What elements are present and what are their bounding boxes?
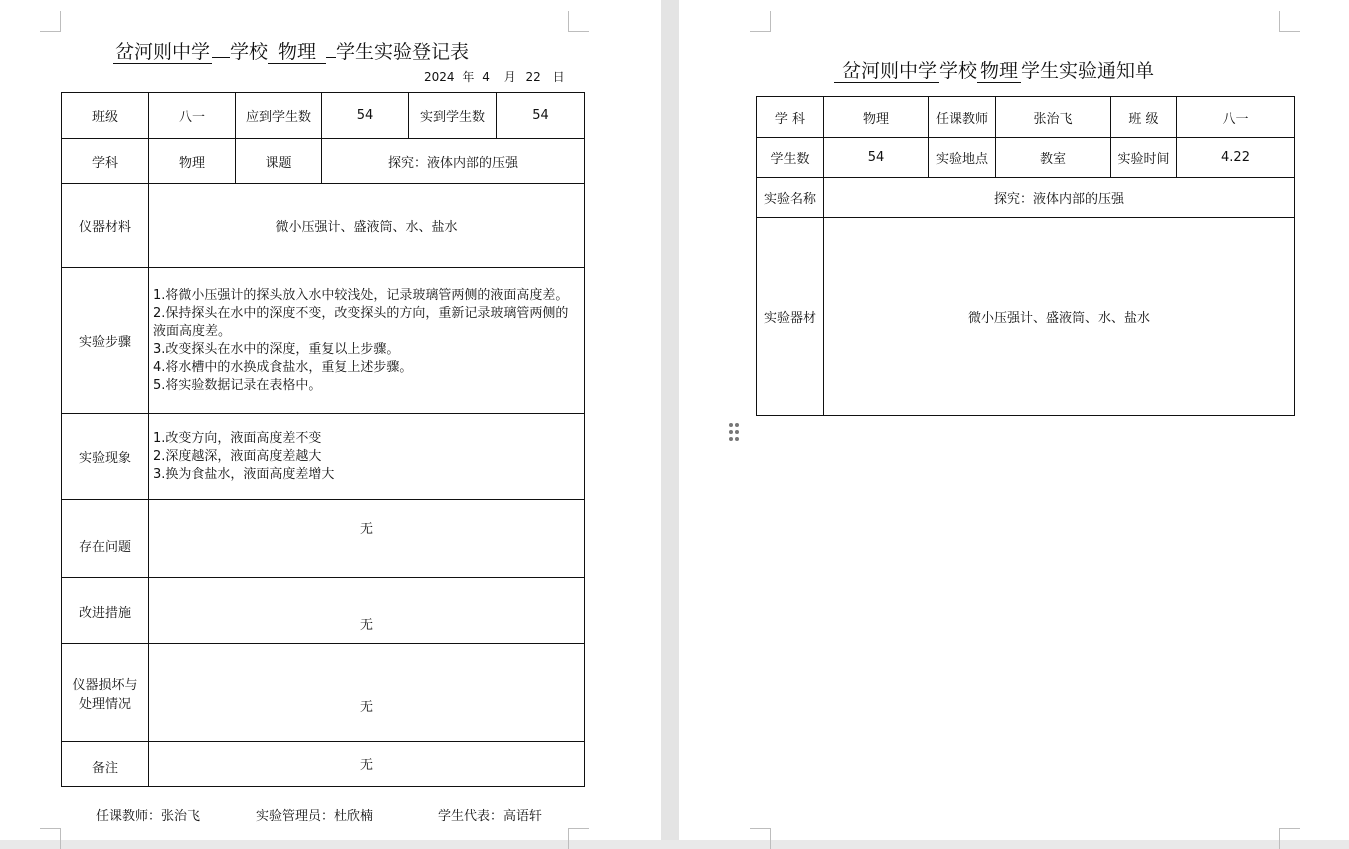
- label-location: 实验地点: [929, 138, 996, 178]
- title-blank: [326, 57, 336, 58]
- table-row: [757, 97, 1295, 138]
- value-problems[interactable]: 无: [149, 500, 585, 578]
- table-row: [757, 178, 1295, 218]
- notice-table: [756, 96, 1295, 416]
- value-teacher[interactable]: 张治飞: [996, 97, 1111, 138]
- label-improvements: 改进措施: [62, 578, 149, 644]
- title-form-name: 学生实验通知单: [1021, 60, 1155, 82]
- registration-title: [113, 37, 469, 64]
- value-topic[interactable]: 探究：液体内部的压强: [322, 139, 585, 184]
- step-item: 1.将微小压强计的探头放入水中较浅处，记录玻璃管两侧的液面高度差。: [153, 287, 569, 303]
- label-topic: 课题: [236, 139, 322, 184]
- step-item: 3.改变探头在水中的深度，重复以上步骤。: [153, 341, 400, 357]
- footer-lab-manager: 实验管理员：杜欣楠: [256, 809, 374, 824]
- page-corner-mark: [40, 828, 61, 849]
- table-row: [62, 578, 585, 644]
- table-row: [62, 414, 585, 500]
- value-improvements[interactable]: 无: [149, 578, 585, 644]
- table-row: [62, 184, 585, 268]
- value-subject[interactable]: 物理: [149, 139, 236, 184]
- label-problems: 存在问题: [62, 500, 149, 578]
- step-item: 2.保持探头在水中的深度不变，改变探头的方向，重新记录玻璃管两侧的液面高度差。: [153, 305, 569, 339]
- label-equipment: 实验器材: [757, 218, 824, 416]
- table-row: [62, 644, 585, 742]
- notice-title: [834, 56, 1154, 83]
- label-actual-students: 实到学生数: [409, 93, 497, 139]
- date-year-unit: 年: [462, 70, 475, 84]
- step-item: 5.将实验数据记录在表格中。: [153, 377, 322, 393]
- value-time[interactable]: 4.22: [1177, 138, 1295, 178]
- value-class[interactable]: 八一: [1177, 97, 1295, 138]
- title-form-name: 学生实验登记表: [336, 41, 470, 63]
- title-school-name: 岔河则中学: [834, 60, 939, 83]
- value-equipment[interactable]: 微小压强计、盛液筒、水、盐水: [149, 184, 585, 268]
- phenomenon-item: 3.换为食盐水，液面高度差增大: [153, 466, 335, 482]
- table-row: [62, 500, 585, 578]
- date-day-unit: 日: [552, 70, 565, 84]
- registration-table: [61, 92, 585, 787]
- label-damage-line2: 处理情况: [78, 696, 131, 712]
- table-row: [62, 139, 585, 184]
- label-experiment-name: 实验名称: [757, 178, 824, 218]
- value-experiment-name[interactable]: 探究：液体内部的压强: [824, 178, 1295, 218]
- value-damage[interactable]: 无: [149, 644, 585, 742]
- title-blank: [212, 57, 230, 58]
- title-school-word: 学校: [230, 41, 269, 63]
- page-corner-mark: [568, 11, 589, 32]
- drag-handle-icon[interactable]: [729, 423, 741, 445]
- page-corner-mark: [750, 828, 771, 849]
- table-row: [62, 268, 585, 414]
- page-gutter: [661, 0, 679, 840]
- table-row: [62, 93, 585, 139]
- document-page-left[interactable]: [0, 0, 661, 840]
- table-row: [62, 742, 585, 787]
- label-damage-line1: 仪器损坏与: [72, 677, 138, 693]
- label-equipment: 仪器材料: [62, 184, 149, 268]
- title-school-name: 岔河则中学: [115, 41, 211, 63]
- document-page-right[interactable]: [679, 0, 1349, 840]
- page-corner-mark: [40, 11, 61, 32]
- label-steps: 实验步骤: [62, 268, 149, 414]
- date-month-unit: 月: [503, 70, 516, 84]
- label-time: 实验时间: [1111, 138, 1177, 178]
- date-year: 2024: [424, 70, 455, 84]
- table-row: [757, 138, 1295, 178]
- value-remarks[interactable]: 无: [149, 742, 585, 787]
- phenomenon-item: 1.改变方向，液面高度差不变: [153, 430, 322, 446]
- table-row: [757, 218, 1295, 416]
- title-subject: 物理: [977, 60, 1021, 83]
- page-corner-mark: [1279, 11, 1300, 32]
- footer-teacher: 任课教师：张治飞: [96, 809, 201, 824]
- title-school-word: 学校: [939, 60, 978, 82]
- footer-student-rep: 学生代表：高语轩: [438, 809, 543, 824]
- label-student-count: 学生数: [757, 138, 824, 178]
- date-month: 4: [482, 70, 490, 84]
- title-subject: 物理: [268, 41, 326, 64]
- registration-date: [424, 68, 565, 85]
- label-damage: [62, 644, 149, 742]
- value-actual-students[interactable]: 54: [497, 93, 585, 139]
- step-item: 4.将水槽中的水换成食盐水，重复上述步骤。: [153, 359, 413, 375]
- label-expected-students: 应到学生数: [236, 93, 322, 139]
- label-teacher: 任课教师: [929, 97, 996, 138]
- date-day: 22: [525, 70, 541, 84]
- label-subject: 学科: [62, 139, 149, 184]
- label-class: 班级: [62, 93, 149, 139]
- page-corner-mark: [568, 828, 589, 849]
- page-corner-mark: [1279, 828, 1300, 849]
- value-location[interactable]: 教室: [996, 138, 1111, 178]
- value-class[interactable]: 八一: [149, 93, 236, 139]
- label-subject: 学 科: [757, 97, 824, 138]
- value-subject[interactable]: 物理: [824, 97, 929, 138]
- value-student-count[interactable]: 54: [824, 138, 929, 178]
- value-steps[interactable]: [149, 268, 585, 414]
- label-phenomena: 实验现象: [62, 414, 149, 500]
- label-remarks: 备注: [62, 742, 149, 787]
- phenomenon-item: 2.深度越深，液面高度差越大: [153, 448, 322, 464]
- value-expected-students[interactable]: 54: [322, 93, 409, 139]
- value-phenomena[interactable]: [149, 414, 585, 500]
- label-class: 班 级: [1111, 97, 1177, 138]
- value-equipment[interactable]: 微小压强计、盛液筒、水、盐水: [824, 218, 1295, 416]
- page-corner-mark: [750, 11, 771, 32]
